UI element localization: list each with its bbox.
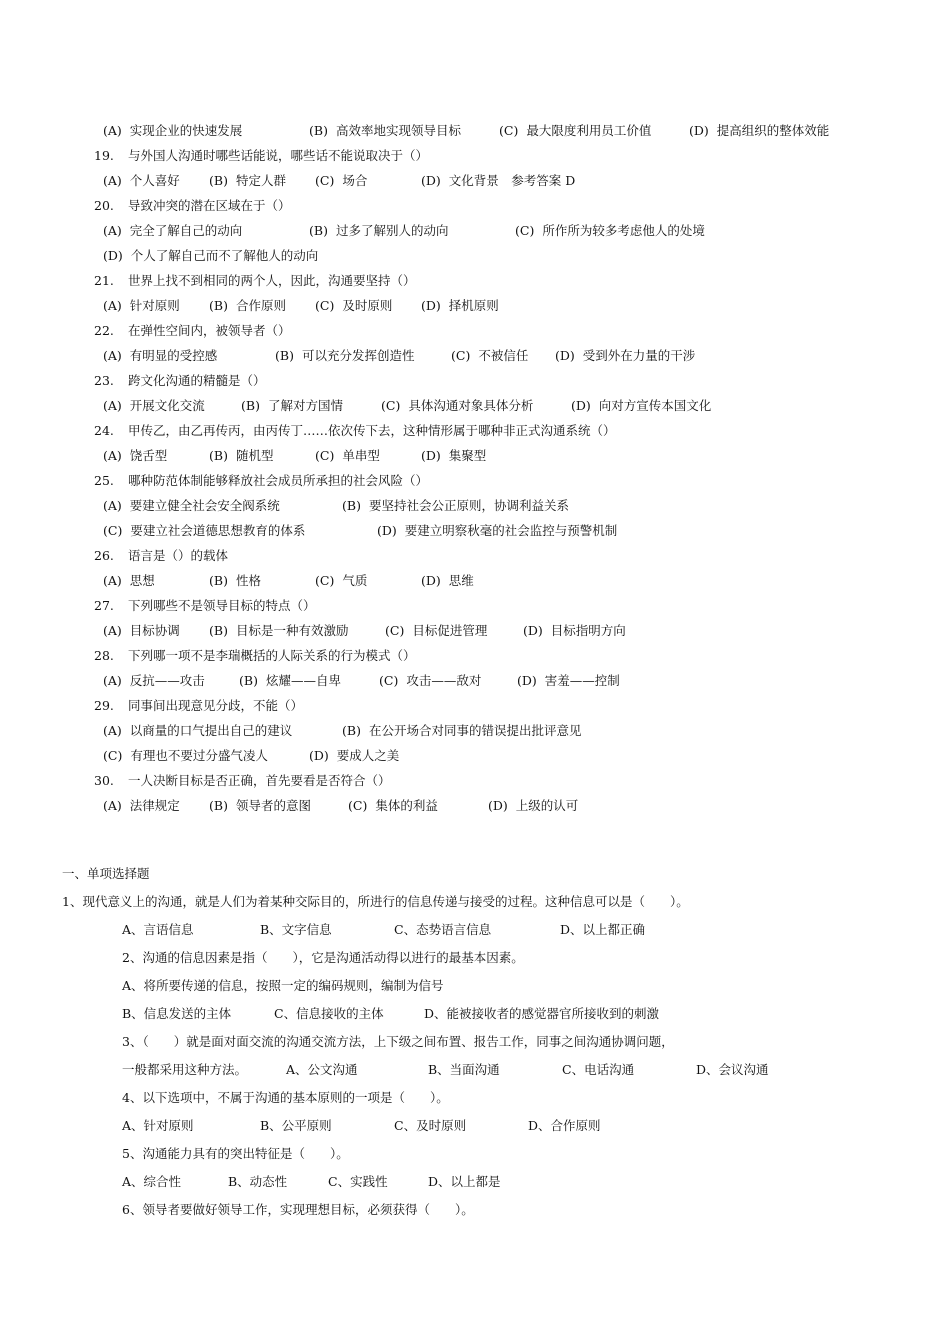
option-text: 个人了解自己而不了解他人的动向	[130, 248, 319, 263]
question-number: 22.	[94, 323, 114, 338]
answer-option	[239, 668, 373, 693]
question-list-numbered	[0, 118, 950, 818]
answer-option	[421, 443, 521, 468]
question-number: 26.	[94, 548, 114, 563]
options-line	[0, 118, 950, 143]
option-text: 可以充分发挥创造性	[301, 348, 415, 363]
answer-option	[385, 618, 517, 643]
option-letter: (D)	[517, 673, 537, 688]
option-letter: (A)	[103, 123, 122, 138]
option-text: 气质	[342, 573, 368, 588]
option-letter: (C)	[385, 623, 405, 638]
question-line: 6、领导者要做好领导工作，实现理想目标，必须获得（ ）。	[122, 1202, 474, 1217]
answer-option	[421, 568, 521, 593]
option-letter: (A)	[103, 173, 122, 188]
option-letter: (C)	[348, 798, 368, 813]
answer-option: C、实践性	[328, 1174, 388, 1189]
question-line: 5、沟通能力具有的突出特征是（ ）。	[122, 1146, 349, 1161]
option-letter: (C)	[451, 348, 471, 363]
options-line	[0, 168, 950, 193]
option-text: 领导者的意图	[235, 798, 311, 813]
answer-option: D、会议沟通	[696, 1062, 769, 1077]
options-line	[0, 218, 950, 243]
answer-option: B、当面沟通	[428, 1062, 500, 1077]
option-letter: (D)	[421, 573, 441, 588]
question-line: 4、以下选项中，不属于沟通的基本原则的一项是（ ）。	[122, 1090, 449, 1105]
answer-option	[348, 793, 482, 818]
options-line	[0, 1000, 950, 1028]
options-line	[0, 493, 950, 518]
answer-option	[209, 443, 309, 468]
question-text: 哪种防范体制能够释放社会成员所承担的社会风险（）	[128, 473, 429, 488]
option-letter: (D)	[689, 123, 709, 138]
answer-option: C、信息接收的主体	[274, 1006, 384, 1021]
answer-option: D、合作原则	[528, 1118, 601, 1133]
option-letter: (B)	[209, 448, 228, 463]
option-letter: (A)	[103, 798, 122, 813]
question-line	[0, 318, 950, 343]
answer-option	[209, 168, 309, 193]
answer-option	[515, 218, 745, 243]
option-text: 单串型	[342, 448, 380, 463]
option-text: 以商量的口气提出自己的建议	[129, 723, 293, 738]
answer-option	[315, 568, 415, 593]
option-letter: (C)	[103, 748, 123, 763]
option-text: 集体的利益	[375, 798, 438, 813]
question-text: 语言是（）的载体	[128, 548, 229, 563]
answer-option	[103, 568, 203, 593]
answer-option	[103, 718, 336, 743]
question-number: 25.	[94, 473, 114, 488]
question-line	[0, 543, 950, 568]
question-number: 29.	[94, 698, 114, 713]
answer-option	[571, 393, 751, 418]
option-text: 受到外在力量的干涉	[582, 348, 696, 363]
question-text: 世界上找不到相同的两个人，因此，沟通要坚持（）	[128, 273, 416, 288]
option-letter: (C)	[499, 123, 519, 138]
answer-option	[315, 168, 415, 193]
options-line	[0, 668, 950, 693]
option-text: 不被信任	[478, 348, 529, 363]
option-letter: (A)	[103, 673, 122, 688]
answer-option	[377, 518, 677, 543]
answer-option	[275, 343, 445, 368]
option-letter: (A)	[103, 623, 122, 638]
option-text: 有明显的受控感	[129, 348, 218, 363]
answer-option	[342, 493, 622, 518]
question-line: 1、现代意义上的沟通，就是人们为着某种交际目的，所进行的信息传递与接受的过程。这种信息可以是（ ）。	[62, 894, 689, 909]
option-text: 高效率地实现领导目标	[335, 123, 461, 138]
option-text: 要成人之美	[336, 748, 400, 763]
question-number: 19.	[94, 148, 114, 163]
option-letter: (B)	[239, 673, 258, 688]
answer-option	[451, 343, 549, 368]
option-letter: (B)	[309, 223, 328, 238]
option-letter: (C)	[515, 223, 535, 238]
question-text: 同事间出现意见分歧，不能（）	[128, 698, 304, 713]
option-text: 过多了解别人的动向	[335, 223, 449, 238]
answer-option	[379, 668, 511, 693]
question-text: 导致冲突的潜在区域在于（）	[128, 198, 291, 213]
options-line	[0, 568, 950, 593]
answer-option	[103, 743, 303, 768]
answer-option	[103, 168, 203, 193]
answer-option	[488, 793, 608, 818]
option-letter: (B)	[309, 123, 328, 138]
option-text: 有理也不要过分盛气凌人	[130, 748, 268, 763]
option-text: 思维	[448, 573, 474, 588]
answer-option: D、能被接收者的感觉器官所接收到的刺激	[424, 1006, 660, 1021]
question-text: 一人决断目标是否正确，首先要看是否符合（）	[128, 773, 391, 788]
answer-option: B、信息发送的主体	[122, 1006, 232, 1021]
option-text: 反抗——攻击	[129, 673, 205, 688]
options-line	[0, 916, 950, 944]
option-letter: (C)	[315, 573, 335, 588]
question-line	[0, 193, 950, 218]
answer-option	[523, 618, 663, 643]
question-number: 20.	[94, 198, 114, 213]
answer-option	[381, 393, 565, 418]
option-text: 个人喜好	[129, 173, 180, 188]
option-letter: (A)	[103, 573, 122, 588]
answer-option	[241, 393, 375, 418]
answer-option: A、针对原则	[122, 1118, 194, 1133]
answer-option	[103, 618, 203, 643]
option-letter: (D)	[421, 448, 441, 463]
option-text: 开展文化交流	[129, 398, 205, 413]
options-line	[0, 718, 950, 743]
option-text: 目标指明方向	[550, 623, 626, 638]
question-text: 与外国人沟通时哪些话能说，哪些话不能说取决于（）	[128, 148, 429, 163]
answer-option: C、电话沟通	[562, 1062, 635, 1077]
option-letter: (C)	[379, 673, 399, 688]
question-line	[0, 643, 950, 668]
question-line: A、将所要传递的信息，按照一定的编码规则，编制为信号	[122, 978, 444, 993]
options-line	[0, 1056, 950, 1084]
answer-option: A、言语信息	[122, 922, 194, 937]
option-letter: (B)	[342, 723, 361, 738]
answer-option	[499, 118, 683, 143]
option-letter: (B)	[342, 498, 361, 513]
options-line	[0, 1168, 950, 1196]
option-text: 在公开场合对同事的错误提出批评意见	[368, 723, 582, 738]
option-letter: (B)	[241, 398, 260, 413]
option-text: 饶舌型	[129, 448, 168, 463]
answer-option	[421, 168, 621, 193]
option-text: 目标促进管理	[412, 623, 488, 638]
answer-option: D、以上都正确	[560, 922, 646, 937]
option-letter: (A)	[103, 348, 122, 363]
option-letter: (A)	[103, 298, 122, 313]
option-text: 要建立明察秋毫的社会监控与预警机制	[404, 523, 618, 538]
answer-option	[103, 518, 371, 543]
answer-option	[209, 293, 309, 318]
option-text: 上级的认可	[515, 798, 579, 813]
answer-option	[315, 443, 415, 468]
option-text: 害羞——控制	[544, 673, 620, 688]
single-choice-questions	[0, 888, 950, 1224]
option-letter: (D)	[421, 298, 441, 313]
option-letter: (B)	[209, 798, 228, 813]
option-text: 提高组织的整体效能	[716, 123, 830, 138]
option-letter: (B)	[209, 173, 228, 188]
question-text: 跨文化沟通的精髓是（）	[128, 373, 266, 388]
option-text: 目标是一种有效激励	[235, 623, 349, 638]
answer-option: A、公文沟通	[286, 1062, 358, 1077]
option-text: 目标协调	[129, 623, 180, 638]
option-text: 了解对方国情	[267, 398, 343, 413]
option-letter: (C)	[381, 398, 401, 413]
question-line	[0, 768, 950, 793]
option-letter: (C)	[315, 298, 335, 313]
option-letter: (A)	[103, 398, 122, 413]
answer-option	[103, 668, 233, 693]
question-line	[0, 468, 950, 493]
answer-option	[421, 293, 521, 318]
option-text: 攻击——敌对	[406, 673, 482, 688]
answer-option	[555, 343, 735, 368]
question-line: 2、沟通的信息因素是指（ ），它是沟通活动得以进行的最基本因素。	[122, 950, 524, 965]
answer-option: B、公平原则	[260, 1118, 332, 1133]
option-text: 要建立健全社会安全阀系统	[129, 498, 280, 513]
option-text: 及时原则	[342, 298, 393, 313]
option-letter: (D)	[571, 398, 591, 413]
option-letter: (B)	[209, 298, 228, 313]
answer-option	[209, 568, 309, 593]
option-text: 最大限度利用员工价值	[526, 123, 652, 138]
answer-option	[103, 493, 336, 518]
option-text: 炫耀——自卑	[265, 673, 341, 688]
options-line	[0, 1112, 950, 1140]
option-letter: (D)	[103, 248, 123, 263]
options-line	[0, 743, 950, 768]
answer-option	[517, 668, 657, 693]
option-text: 法律规定	[129, 798, 180, 813]
option-letter: (D)	[421, 173, 441, 188]
option-text: 要坚持社会公正原则，协调利益关系	[368, 498, 569, 513]
answer-option: 一般都采用这种方法。	[122, 1062, 248, 1077]
options-line	[0, 393, 950, 418]
answer-option	[103, 343, 269, 368]
answer-option	[103, 393, 235, 418]
option-letter: (A)	[103, 723, 122, 738]
answer-option	[315, 293, 415, 318]
options-line	[0, 518, 950, 543]
option-letter: (D)	[488, 798, 508, 813]
answer-option: C、及时原则	[394, 1118, 467, 1133]
option-letter: (D)	[523, 623, 543, 638]
question-text: 下列哪些不是领导目标的特点（）	[128, 598, 316, 613]
question-number: 28.	[94, 648, 114, 663]
option-text: 向对方宣传本国文化	[598, 398, 712, 413]
option-text: 场合	[342, 173, 368, 188]
answer-option	[103, 293, 203, 318]
option-text: 完全了解自己的动向	[129, 223, 243, 238]
question-line	[0, 593, 950, 618]
option-text: 性格	[235, 573, 261, 588]
option-text: 随机型	[235, 448, 274, 463]
option-letter: (C)	[315, 173, 335, 188]
options-line	[0, 243, 950, 268]
question-number: 24.	[94, 423, 114, 438]
question-line: 3、（ ）就是面对面交流的沟通交流方法，上下级之间布置、报告工作，同事之间沟通协调问题，	[122, 1034, 674, 1049]
answer-option	[103, 118, 303, 143]
option-letter: (C)	[315, 448, 335, 463]
option-letter: (B)	[209, 573, 228, 588]
option-letter: (A)	[103, 448, 122, 463]
option-text: 思想	[129, 573, 155, 588]
question-number: 30.	[94, 773, 114, 788]
question-text: 在弹性空间内，被领导者（）	[128, 323, 291, 338]
question-text: 下列哪一项不是李瑞概括的人际关系的行为模式（）	[128, 648, 416, 663]
option-letter: (C)	[103, 523, 123, 538]
question-number: 21.	[94, 273, 114, 288]
option-letter: (A)	[103, 498, 122, 513]
question-text: 甲传乙，由乙再传丙，由丙传丁……依次传下去，这种情形属于哪种非正式沟通系统（）	[128, 423, 616, 438]
answer-option	[209, 618, 379, 643]
answer-option	[103, 443, 203, 468]
answer-option	[209, 793, 342, 818]
options-line	[0, 618, 950, 643]
option-text: 具体沟通对象具体分析	[408, 398, 534, 413]
option-letter: (D)	[555, 348, 575, 363]
option-text: 要建立社会道德思想教育的体系	[130, 523, 306, 538]
question-line	[0, 418, 950, 443]
answer-option	[103, 243, 363, 268]
options-line	[0, 443, 950, 468]
option-text: 集聚型	[448, 448, 487, 463]
option-letter: (D)	[309, 748, 329, 763]
option-letter: (B)	[275, 348, 294, 363]
option-letter: (B)	[209, 623, 228, 638]
question-line	[0, 143, 950, 168]
answer-option	[103, 793, 203, 818]
question-line	[0, 268, 950, 293]
answer-option	[342, 718, 642, 743]
option-letter: (D)	[377, 523, 397, 538]
question-number: 27.	[94, 598, 114, 613]
option-text: 文化背景 参考答案 D	[448, 173, 576, 188]
question-number: 23.	[94, 373, 114, 388]
answer-option	[689, 118, 869, 143]
options-line	[0, 793, 950, 818]
answer-option	[103, 218, 303, 243]
option-text: 所作所为较多考虑他人的处境	[542, 223, 705, 238]
option-text: 针对原则	[129, 298, 180, 313]
option-text: 实现企业的快速发展	[129, 123, 243, 138]
single-choice-section	[0, 860, 950, 1224]
option-text: 特定人群	[235, 173, 286, 188]
options-line	[0, 343, 950, 368]
answer-option: A、综合性	[122, 1174, 182, 1189]
question-line	[0, 693, 950, 718]
option-letter: (A)	[103, 223, 122, 238]
section-heading: 一、单项选择题	[62, 866, 150, 881]
answer-option: B、文字信息	[260, 922, 332, 937]
answer-option: B、动态性	[228, 1174, 288, 1189]
option-text: 合作原则	[235, 298, 286, 313]
answer-option: D、以上都是	[428, 1174, 501, 1189]
answer-option	[309, 218, 509, 243]
options-line	[0, 293, 950, 318]
question-line	[0, 368, 950, 393]
answer-option	[309, 118, 493, 143]
answer-option: C、态势语言信息	[394, 922, 492, 937]
option-text: 择机原则	[448, 298, 499, 313]
answer-option	[309, 743, 429, 768]
